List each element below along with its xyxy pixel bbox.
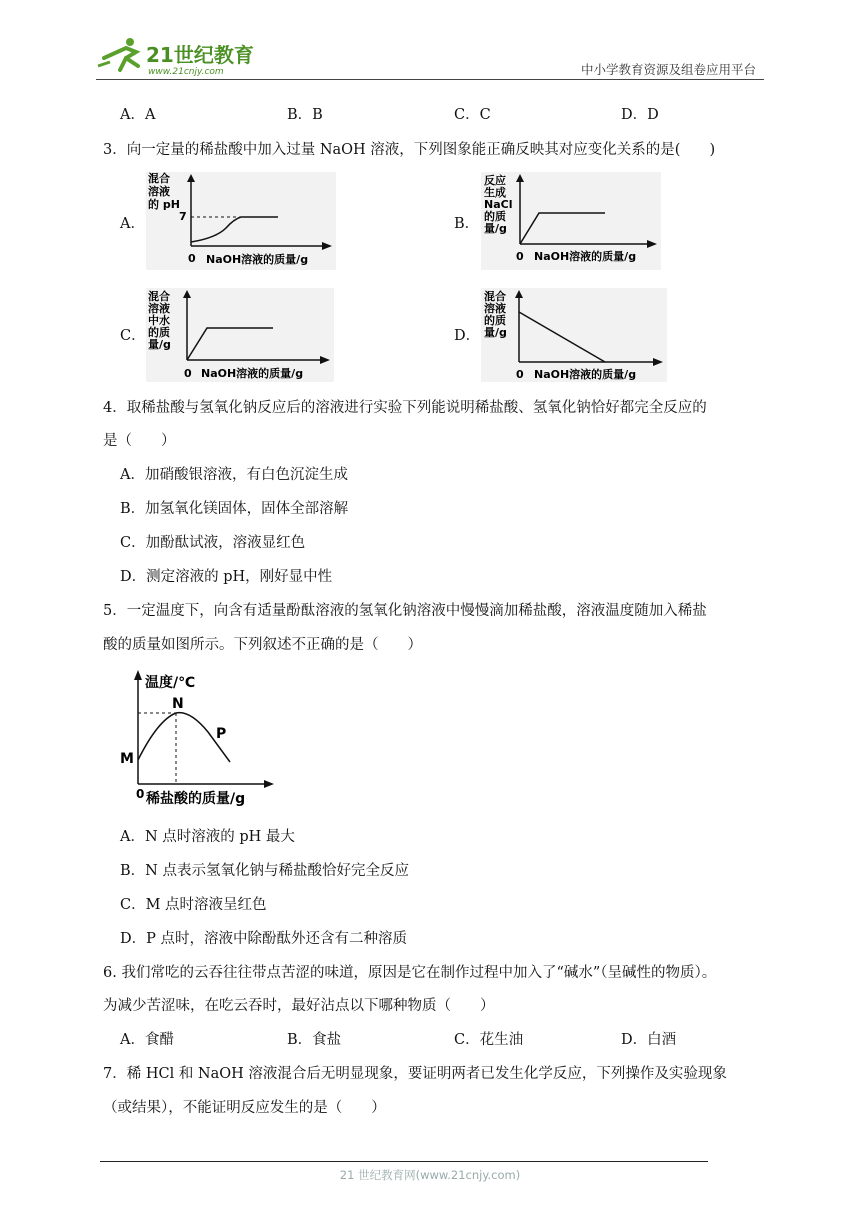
header-divider [96, 79, 764, 80]
site-logo[interactable] [96, 36, 266, 78]
point-n: N [172, 696, 184, 712]
ylabel-line: 量/g [148, 338, 171, 351]
q2-option-d: D．D [621, 107, 659, 123]
q6-option-a: A．食醋 [120, 1032, 174, 1048]
origin: 0 [188, 252, 196, 265]
q3-graph-c [146, 288, 334, 386]
q3-option-d-label: D． [454, 328, 481, 344]
q2-option-b: B．B [287, 107, 323, 123]
q5-option-d: D．P 点时，溶液中除酚酞外还含有二种溶质 [120, 931, 407, 947]
ylabel-line: 混合 [148, 290, 170, 303]
tick-7: 7 [179, 210, 187, 223]
q4-stem-line2: 是（ ） [103, 433, 176, 449]
ylabel-line: 溶液 [148, 302, 170, 315]
q3-graph-d [481, 288, 667, 386]
footer-divider [100, 1161, 708, 1162]
footer-link[interactable]: 21 世纪教育网(www.21cnjy.com) [339, 1168, 521, 1182]
q4-stem-line1: 4．取稀盐酸与氢氧化钠反应后的溶液进行实验下列能说明稀盐酸、氢氧化钠恰好都完全反应的 [103, 400, 707, 416]
ylabel-line: 溶液 [484, 302, 506, 315]
xlabel: 稀盐酸的质量/g [146, 791, 246, 807]
q5-option-b: B．N 点表示氢氧化钠与稀盐酸恰好完全反应 [120, 863, 409, 879]
ylabel-line: 生成 [484, 186, 506, 199]
header-platform-text: 中小学教育资源及组卷应用平台 [580, 62, 756, 77]
origin: 0 [516, 368, 524, 381]
q4-option-d: D．测定溶液的 pH，刚好显中性 [120, 569, 333, 585]
q3-option-c-label: C． [120, 328, 146, 344]
q2-option-c: C．C [454, 107, 491, 123]
q3-graph-b [481, 172, 661, 274]
q4-option-b: B．加氢氧化镁固体，固体全部溶解 [120, 501, 349, 517]
origin: 0 [136, 787, 145, 801]
q5-stem-line2: 酸的质量如图所示。下列叙述不正确的是（ ） [103, 637, 422, 653]
logo-url: www.21cnjy.com [148, 67, 224, 77]
ylabel-line: 混合 [148, 172, 170, 185]
ylabel-line: 的 pH [148, 198, 180, 211]
q3-option-b-label: B． [454, 216, 480, 232]
ylabel-line: 中水 [148, 314, 170, 327]
q5-temperature-graph [118, 668, 278, 814]
q5-option-a: A．N 点时溶液的 pH 最大 [120, 829, 295, 845]
q7-stem-line2: （或结果），不能证明反应发生的是（ ） [103, 1100, 386, 1116]
q2-option-a: A．A [120, 107, 156, 123]
ylabel-line: 的质 [148, 326, 170, 339]
ylabel-line: 量/g [484, 222, 507, 235]
origin: 0 [184, 367, 192, 380]
q6-option-b: B．食盐 [287, 1032, 342, 1048]
q6-stem-line2: 为减少苦涩味，在吃云吞时，最好沾点以下哪种物质（ ） [103, 998, 495, 1014]
q5-stem-line1: 5．一定温度下，向含有适量酚酞溶液的氢氧化钠溶液中慢慢滴加稀盐酸，溶液温度随加入稀盐 [103, 603, 707, 619]
ylabel-line: 量/g [484, 326, 507, 339]
q3-option-a-label: A． [120, 216, 145, 232]
ylabel-line: 反应 [484, 174, 506, 187]
ylabel-line: NaCl [484, 198, 513, 211]
logo-text: 21世纪教育 [146, 43, 254, 67]
xlabel: NaOH溶液的质量/g [534, 250, 637, 263]
ylabel-line: 的质 [484, 210, 506, 223]
ylabel-line: 的质 [484, 314, 506, 327]
point-m: M [120, 751, 134, 767]
point-p: P [216, 726, 227, 742]
q4-option-c: C．加酚酞试液，溶液显红色 [120, 535, 306, 551]
q5-option-c: C．M 点时溶液呈红色 [120, 897, 267, 913]
ylabel-line: 溶液 [148, 185, 170, 198]
origin: 0 [516, 250, 524, 263]
q6-stem-line1: 6. 我们常吃的云吞往往带点苦涩的味道，原因是它在制作过程中加入了“碱水”（呈碱性的物质）。 [103, 965, 717, 981]
ylabel: 温度/℃ [145, 675, 196, 691]
ylabel-line: 混合 [484, 290, 506, 303]
xlabel: NaOH溶液的质量/g [201, 367, 304, 380]
q4-option-a: A．加硝酸银溶液，有白色沉淀生成 [120, 467, 348, 483]
xlabel: NaOH溶液的质量/g [206, 253, 309, 266]
q6-option-d: D．白酒 [621, 1032, 677, 1048]
q3-graph-a [146, 172, 336, 274]
xlabel: NaOH溶液的质量/g [534, 368, 637, 381]
q3-stem: 3．向一定量的稀盐酸中加入过量 NaOH 溶液，下列图象能正确反映其对应变化关系的是( ) [103, 142, 716, 158]
q7-stem-line1: 7．稀 HCl 和 NaOH 溶液混合后无明显现象，要证明两者已发生化学反应，下列操作及实验现象 [103, 1066, 727, 1082]
q6-option-c: C．花生油 [454, 1032, 524, 1048]
